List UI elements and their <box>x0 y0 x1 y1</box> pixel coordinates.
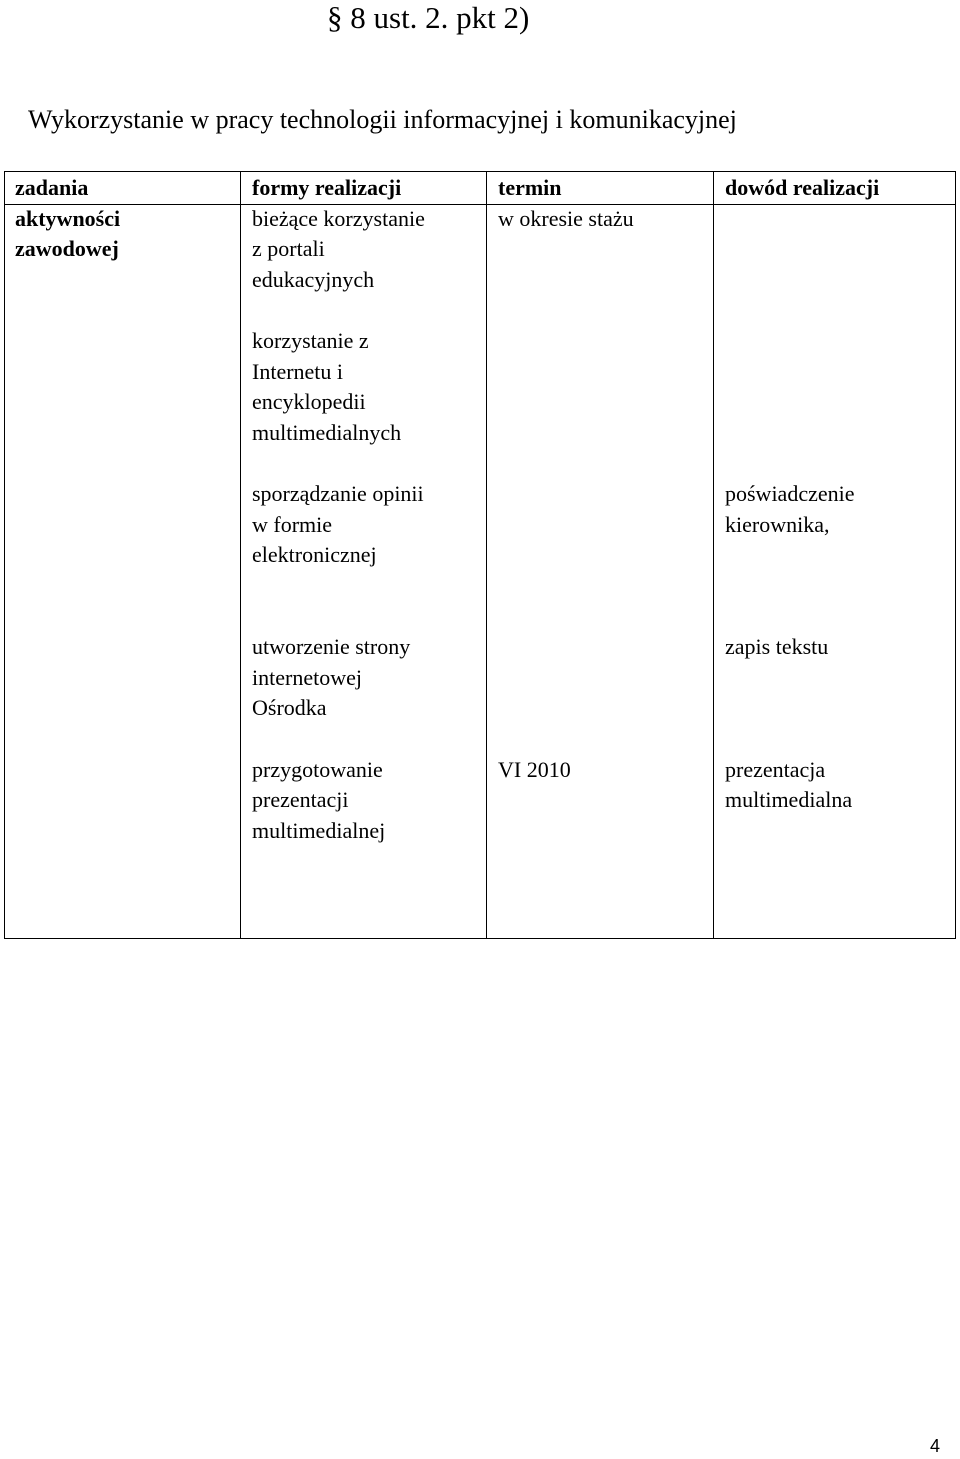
form-line: przygotowanie <box>252 757 383 782</box>
header-zadania: zadania <box>15 175 89 200</box>
form-line: korzystanie z <box>252 328 369 353</box>
form-line: w formie <box>252 512 333 537</box>
evidence-line: prezentacja <box>725 757 826 782</box>
column-border <box>486 171 487 939</box>
term-value: VI 2010 <box>498 757 571 782</box>
form-line: utworzenie strony <box>252 634 411 659</box>
page-heading: § 8 ust. 2. pkt 2) <box>327 0 530 35</box>
evidence-line: kierownika, <box>725 512 830 537</box>
form-line: multimedialnych <box>252 420 402 445</box>
header-formy-realizacji: formy realizacji <box>252 175 402 200</box>
table-top-border <box>4 171 956 172</box>
page-number: 4 <box>930 1436 941 1456</box>
column-border <box>955 171 956 939</box>
term-value: w okresie stażu <box>498 206 634 231</box>
page-subtitle: Wykorzystanie w pracy technologii informacyjnej i komunikacyjnej <box>28 105 737 134</box>
form-line: bieżące korzystanie <box>252 206 425 231</box>
form-line: edukacyjnych <box>252 267 375 292</box>
header-termin: termin <box>498 175 562 200</box>
column-border <box>4 171 5 939</box>
evidence-line: zapis tekstu <box>725 634 829 659</box>
form-line: internetowej <box>252 665 362 690</box>
form-line: multimedialnej <box>252 818 386 843</box>
column-border <box>240 171 241 939</box>
form-line: encyklopedii <box>252 389 366 414</box>
form-line: z portali <box>252 236 325 261</box>
form-line: Internetu i <box>252 359 344 384</box>
header-separator <box>4 204 956 205</box>
evidence-line: poświadczenie <box>725 481 855 506</box>
form-line: Ośrodka <box>252 695 327 720</box>
form-line: prezentacji <box>252 787 349 812</box>
form-line: elektronicznej <box>252 542 377 567</box>
evidence-line: multimedialna <box>725 787 853 812</box>
task-line: zawodowej <box>15 236 119 261</box>
header-dowod-realizacji: dowód realizacji <box>725 175 880 200</box>
task-line: aktywności <box>15 206 121 231</box>
column-border <box>713 171 714 939</box>
form-line: sporządzanie opinii <box>252 481 424 506</box>
table-bottom-border <box>4 938 956 939</box>
